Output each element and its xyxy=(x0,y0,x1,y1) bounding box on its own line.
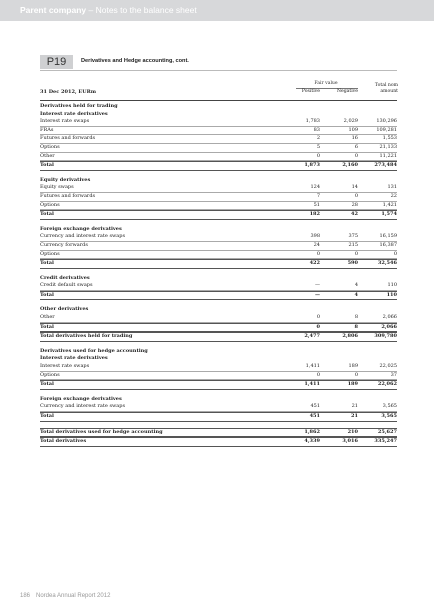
positive-value: 2 xyxy=(316,135,320,142)
note-number: P19 xyxy=(40,55,73,69)
positive-value: 0 xyxy=(316,250,320,257)
negative-value: 0 xyxy=(354,250,358,257)
table-row xyxy=(40,144,397,153)
positive-value: 5 xyxy=(316,143,320,150)
positive-value: — xyxy=(315,291,320,298)
negative-value: 2,029 xyxy=(343,118,358,125)
negative-value: 215 xyxy=(348,241,358,248)
positive-value: — xyxy=(315,282,320,289)
section-subheading-label: Equity derivatives xyxy=(40,176,91,183)
nominal-amount: 32,546 xyxy=(377,260,397,267)
negative-value: 4 xyxy=(354,282,358,289)
nominal-amount: 1,553 xyxy=(382,135,397,142)
positive-value: 0 xyxy=(316,371,320,378)
row-label: Options xyxy=(40,201,60,208)
row-label: Total derivatives xyxy=(40,438,87,445)
section-subheading xyxy=(40,396,397,404)
positive-value: 0 xyxy=(316,314,320,321)
row-label: Total xyxy=(40,381,54,388)
positive-value: 422 xyxy=(309,260,320,267)
row-label: Total xyxy=(40,323,54,330)
row-label: Interest rate swaps xyxy=(40,363,90,370)
negative-value: 16 xyxy=(351,135,358,142)
section-heading xyxy=(40,348,397,356)
negative-value: 8 xyxy=(354,323,358,330)
grand-total-row xyxy=(40,332,397,342)
nominal-amount: 22 xyxy=(390,192,397,199)
row-label: Total xyxy=(40,413,54,419)
nominal-amount: 0 xyxy=(393,250,397,257)
page-number: 186 xyxy=(20,593,31,599)
table-row xyxy=(40,202,397,211)
nominal-amount: 110 xyxy=(387,282,397,289)
section-heading xyxy=(40,103,397,111)
nominal-amount: 16,387 xyxy=(379,241,397,248)
nominal-amount: 16,159 xyxy=(379,233,397,240)
row-label: Options xyxy=(40,250,60,257)
negative-value: 42 xyxy=(351,211,358,218)
negative-value: 21 xyxy=(351,413,358,419)
positive-value: 51 xyxy=(313,201,320,208)
table-row xyxy=(40,242,397,251)
total-row xyxy=(40,259,397,269)
table-row xyxy=(40,363,397,372)
positive-value: 0 xyxy=(316,323,320,330)
nominal-amount: 309,780 xyxy=(374,333,397,340)
positive-label: Positive xyxy=(301,89,320,94)
nominal-amount: 3,565 xyxy=(382,403,397,410)
section-subheading-label: Foreign exchange derivatives xyxy=(40,225,122,232)
header-rule xyxy=(40,100,397,101)
section-subheading xyxy=(40,275,397,283)
nominal-amount: 2,066 xyxy=(382,314,397,321)
negative-value: 210 xyxy=(347,428,358,435)
table-body xyxy=(40,103,397,447)
footer-text: Nordea Annual Report 2012 xyxy=(36,593,111,599)
row-label: Interest rate swaps xyxy=(40,118,90,125)
row-label: Futures and forwards xyxy=(40,135,96,142)
positive-value: 2,477 xyxy=(304,333,320,340)
row-label: FRAs xyxy=(40,126,54,133)
negative-value: 2,160 xyxy=(342,162,358,169)
negative-value: 21 xyxy=(351,403,358,410)
nominal-amount: 11,221 xyxy=(379,152,397,159)
table-row xyxy=(40,118,397,127)
total-nom-amount-label: amount xyxy=(380,89,398,94)
negative-value: 28 xyxy=(351,201,358,208)
negative-value: 189 xyxy=(348,363,358,370)
nominal-amount: 3,565 xyxy=(381,413,397,419)
section-subheading xyxy=(40,226,397,234)
row-label: Total xyxy=(40,260,54,267)
section-heading-label: Derivatives used for hedge accounting xyxy=(40,347,148,354)
row-label: Currency and interest rate swaps xyxy=(40,403,126,410)
table-row xyxy=(40,403,397,412)
positive-value: 1,862 xyxy=(304,428,320,435)
nominal-amount: 21,133 xyxy=(379,143,397,150)
positive-value: 4,339 xyxy=(304,438,320,445)
nominal-amount: 22,062 xyxy=(377,381,397,388)
row-label: Currency forwards xyxy=(40,241,88,248)
section-subheading xyxy=(40,355,397,363)
positive-value: 1,783 xyxy=(305,118,320,125)
table-row xyxy=(40,184,397,193)
row-label: Currency and interest rate swaps xyxy=(40,233,126,240)
section-subheading-label: Interest rate derivatives xyxy=(40,110,108,117)
nominal-amount: 37 xyxy=(390,371,397,378)
negative-value: 4 xyxy=(354,291,358,298)
table-row xyxy=(40,153,397,162)
nominal-amount: 1,421 xyxy=(382,201,397,208)
header-subtitle: Notes to the balance sheet xyxy=(95,5,197,15)
negative-value: 6 xyxy=(354,143,358,150)
section-subheading xyxy=(40,177,397,185)
section-subheading xyxy=(40,111,397,119)
negative-value: 3,016 xyxy=(342,438,358,445)
positive-value: 1,873 xyxy=(304,162,320,169)
final-total-row xyxy=(40,428,397,438)
note-divider xyxy=(40,70,397,71)
row-label: Equity swaps xyxy=(40,184,74,191)
positive-value: 124 xyxy=(310,184,320,191)
header-section: Parent company xyxy=(20,5,87,15)
nominal-amount: 22,025 xyxy=(379,363,397,370)
negative-value: 2,806 xyxy=(342,333,358,340)
nominal-amount: 110 xyxy=(386,291,397,298)
final-total-row xyxy=(40,437,397,447)
negative-value: 590 xyxy=(347,260,358,267)
positive-value: 398 xyxy=(310,233,320,240)
negative-value: 0 xyxy=(354,152,358,159)
table-row xyxy=(40,282,397,291)
row-label: Options xyxy=(40,143,60,150)
negative-value: 189 xyxy=(347,381,358,388)
table-row xyxy=(40,314,397,323)
nominal-amount: 131 xyxy=(387,184,397,191)
negative-label: Negative xyxy=(336,89,358,94)
page-header-bar xyxy=(0,0,434,21)
row-label: Total derivatives held for trading xyxy=(40,333,133,340)
section-subheading-label: Foreign exchange derivatives xyxy=(40,395,122,402)
table-row xyxy=(40,127,397,136)
positive-value: 1,411 xyxy=(304,381,320,388)
table-row xyxy=(40,233,397,242)
positive-value: 451 xyxy=(309,413,320,419)
date-label: 31 Dec 2012, EURm xyxy=(40,89,97,95)
nominal-amount: 109,281 xyxy=(376,126,397,133)
section-subheading-label: Interest rate derivatives xyxy=(40,355,108,362)
row-label: Options xyxy=(40,371,60,378)
row-label: Total xyxy=(40,162,54,169)
total-row xyxy=(40,210,397,220)
row-label: Total derivatives used for hedge accounting xyxy=(40,428,163,435)
header-separator: – xyxy=(86,5,96,15)
total-row xyxy=(40,161,397,171)
positive-value: 451 xyxy=(310,403,320,410)
total-row xyxy=(40,323,397,333)
nominal-amount: 335,247 xyxy=(374,438,397,445)
fair-value-label: Fair value xyxy=(314,81,338,86)
page-header-title xyxy=(20,5,197,15)
negative-value: 14 xyxy=(351,184,358,191)
page-footer xyxy=(20,593,116,599)
section-subheading xyxy=(40,306,397,314)
row-label: Total xyxy=(40,211,54,218)
total-row xyxy=(40,380,397,390)
negative-value: 8 xyxy=(354,314,358,321)
negative-value: 109 xyxy=(348,126,358,133)
note-title: Derivatives and Hedge accounting, cont. xyxy=(81,58,189,64)
positive-value: 1,411 xyxy=(305,363,320,370)
positive-value: 7 xyxy=(316,192,320,199)
table-row xyxy=(40,193,397,202)
negative-value: 375 xyxy=(348,233,358,240)
positive-value: 0 xyxy=(316,152,320,159)
section-heading-label: Derivatives held for trading xyxy=(40,103,118,109)
nominal-amount: 130,296 xyxy=(376,118,397,125)
table-row xyxy=(40,251,397,260)
table-header xyxy=(40,81,397,100)
section-subheading-label: Credit derivatives xyxy=(40,274,90,281)
row-label: Credit default swaps xyxy=(40,282,93,289)
table-row xyxy=(40,372,397,381)
row-label: Total xyxy=(40,291,54,298)
total-row xyxy=(40,291,397,301)
row-label: Other xyxy=(40,152,55,159)
negative-value: 0 xyxy=(354,371,358,378)
positive-value: 24 xyxy=(313,241,320,248)
row-label: Other xyxy=(40,314,55,321)
negative-value: 0 xyxy=(354,192,358,199)
derivatives-table xyxy=(40,81,397,447)
positive-value: 83 xyxy=(313,126,320,133)
total-row xyxy=(40,412,397,422)
nominal-amount: 273,484 xyxy=(374,162,397,169)
nominal-amount: 25,627 xyxy=(377,428,397,435)
nominal-amount: 1,574 xyxy=(381,211,397,218)
total-nom-label: Total nom xyxy=(374,83,398,88)
table-row xyxy=(40,135,397,144)
section-subheading-label: Other derivatives xyxy=(40,306,89,313)
positive-value: 182 xyxy=(309,211,320,218)
nominal-amount: 2,066 xyxy=(381,323,397,330)
row-label: Futures and forwards xyxy=(40,192,96,199)
